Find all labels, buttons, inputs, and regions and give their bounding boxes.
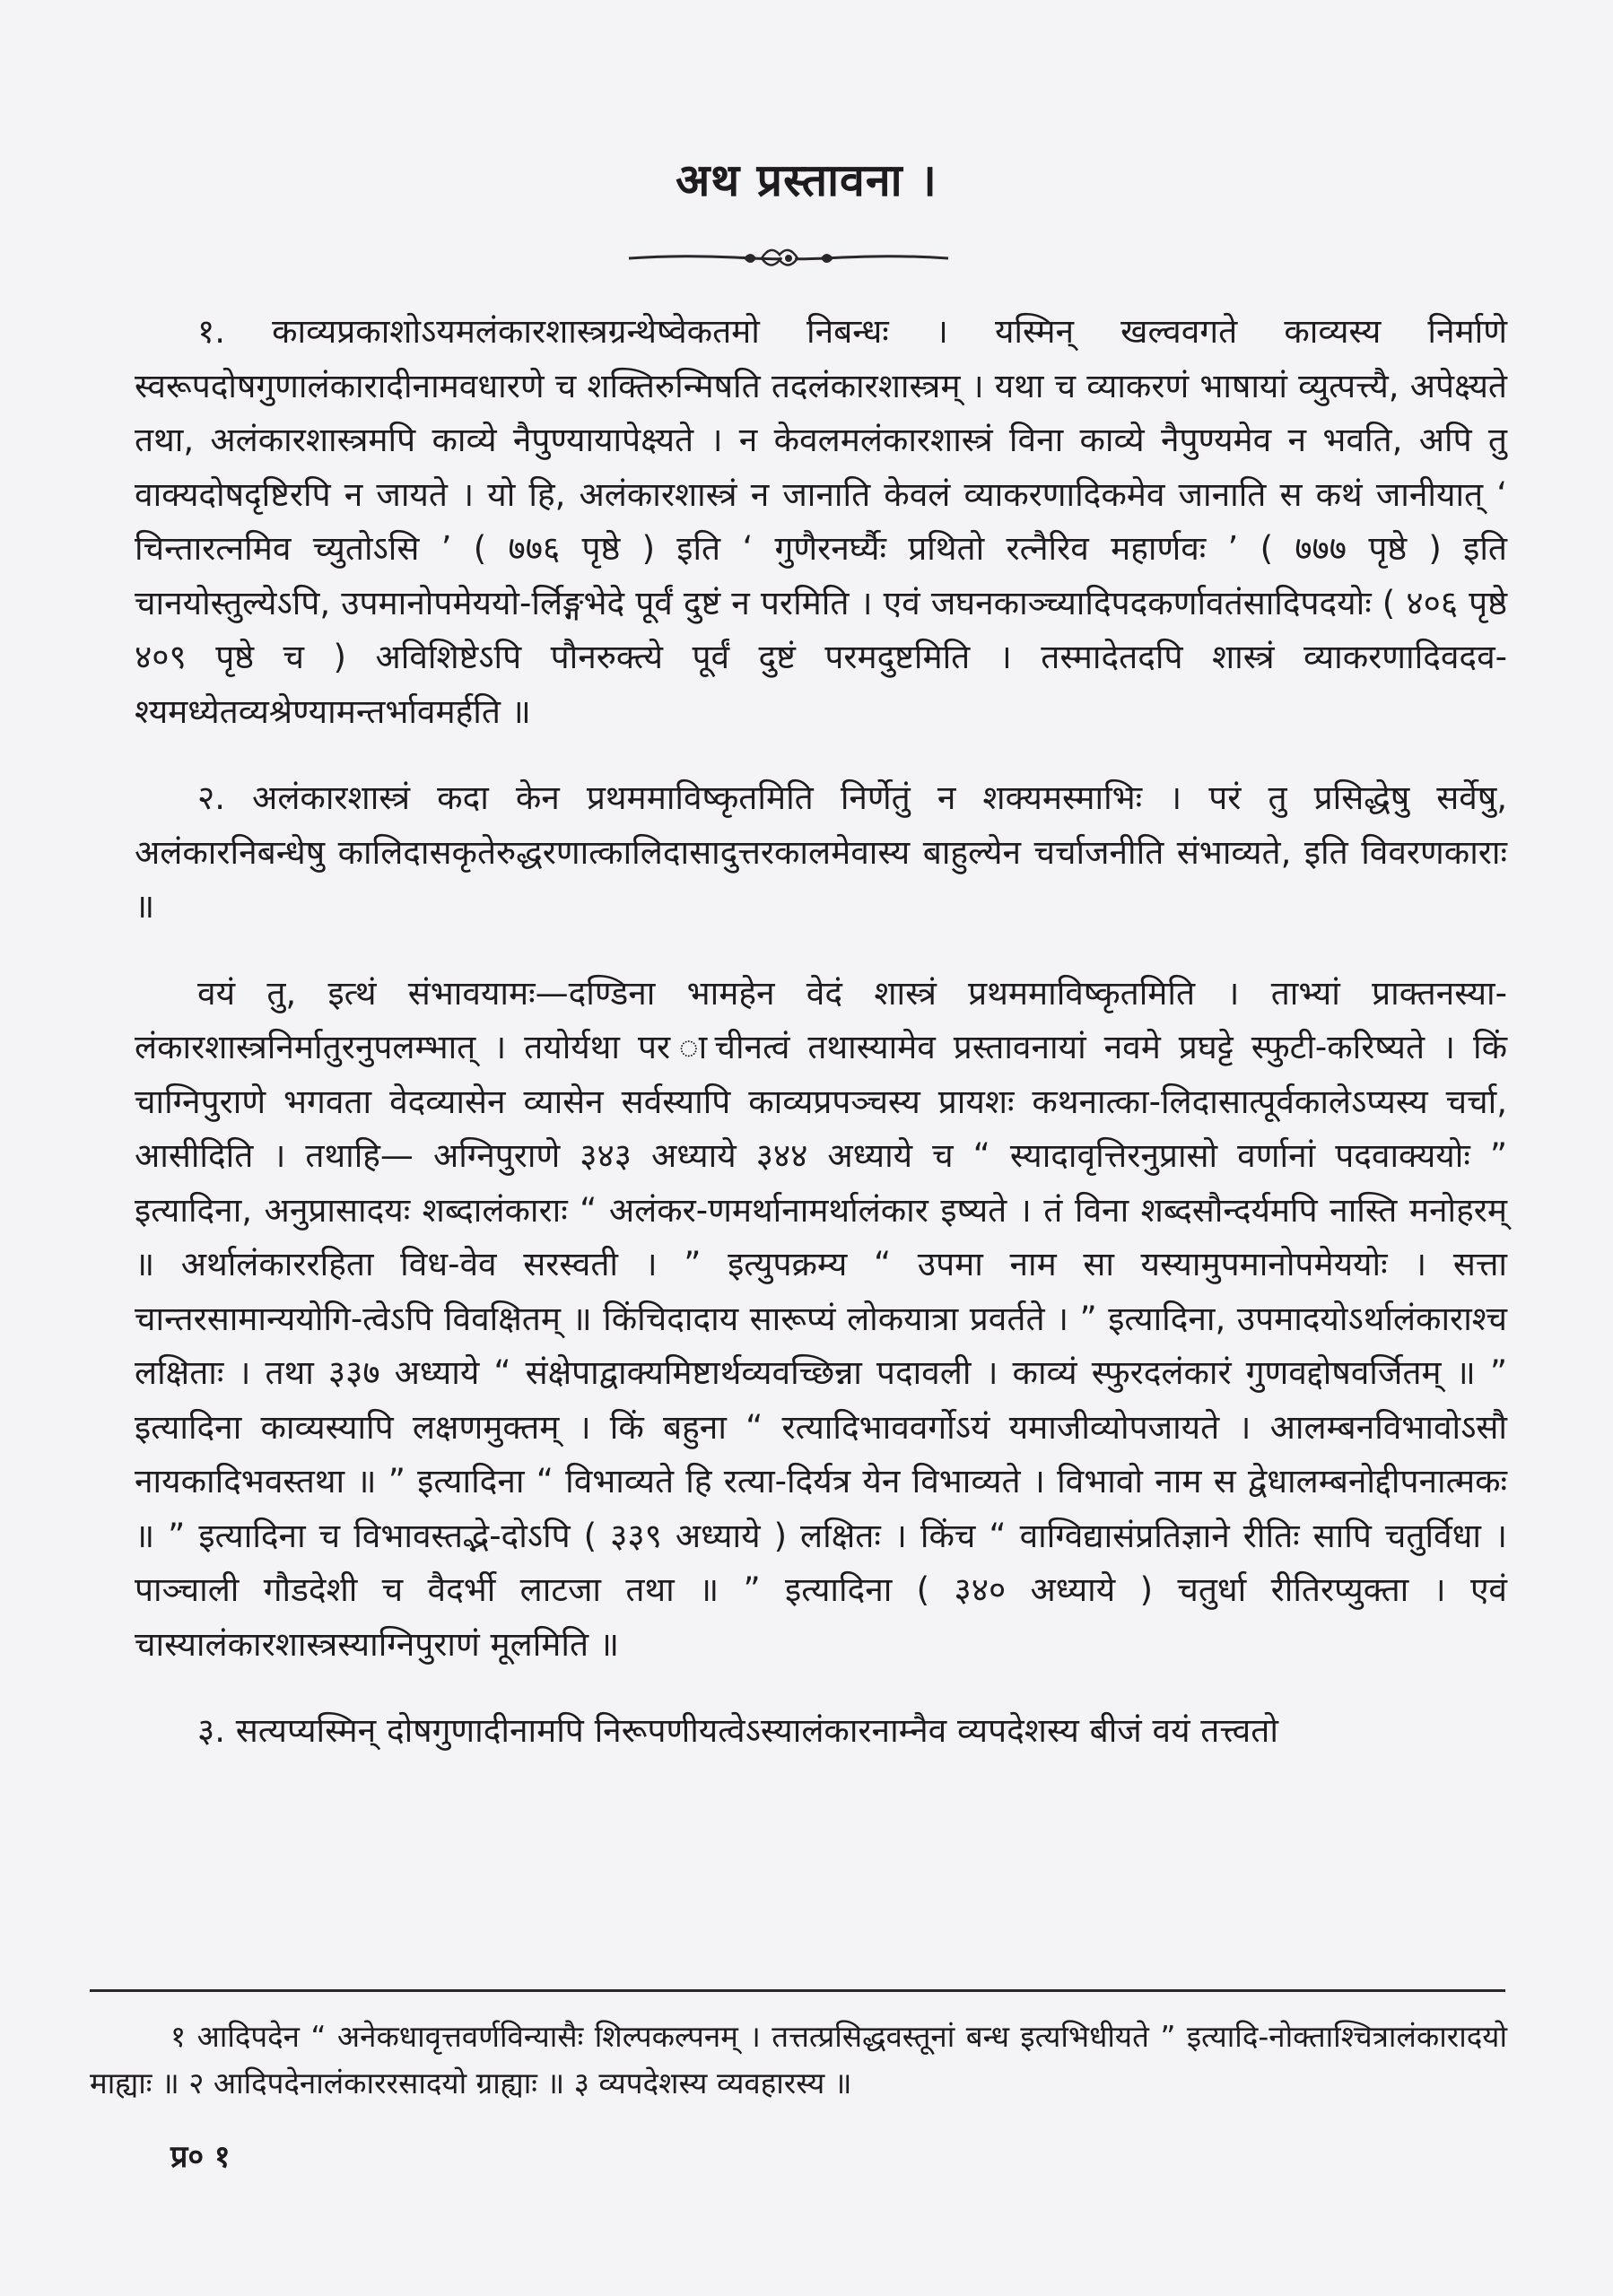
paragraph-2: २. अलंकारशास्त्रं कदा केन प्रथममाविष्कृतमिति निर्णेतुं न शक्यमस्माभिः । परं तु प्रसिद्धेषु सर्वेषु, अलंकारनिबन्धेषु कालिदासकृतेरुद्धरणात्कालिदासादुत्तरकालमेवास्य बाहुल्येन चर्चाजनीति संभाव्यते, इति विवरणकाराः ॥ [135,778,1507,926]
signature-mark: प्र० १ [170,2139,231,2175]
footnote-divider [90,1989,1505,1992]
ornament-divider [627,240,950,276]
footnotes [90,2013,1507,2107]
paragraph-3: वयं तु, इत्थं संभावयामः—दण्डिना भामहेन वेदं शास्त्रं प्रथममाविष्कृतमिति । ताभ्यां प्राक्तनस्या-लंकारशास्त्रनिर्मातुरनुपलम्भात् । तयोर्यथा पर ाचीनत्वं तथास्यामेव प्रस्तावनायां नवमे प्रघट्टे स्फुटी-करिष्यते । किं चाग्निपुराणे भगवता वेदव्यासेन व्यासेन सर्वस्यापि काव्यप्रपञ्चस्य प्रायशः कथनात्का-लिदासात्पूर्वकालेऽप्यस्य चर्चा, आसीदिति । तथाहि— अग्निपुराणे ३४३ अध्याये ३४४ अध्याये च “ स्यादावृत्तिरनुप्रासो वर्णानां पदवाक्ययोः ” इत्यादिना, अनुप्रासादयः शब्दालंकाराः “ अलंकर-णमर्थानामर्थालंकार इष्यते । तं विना शब्दसौन्दर्यमपि नास्ति मनोहरम् ॥ अर्थालंकाररहिता विध-वेव सरस्वती । ” इत्युपक्रम्य “ उपमा नाम सा यस्यामुपमानोपमेययोः । सत्ता चान्तरसामान्ययोगि-त्वेऽपि विवक्षितम् ॥ किंचिदादाय सारूप्यं लोकयात्रा प्रवर्तते । ” इत्यादिना, उपमादयोऽर्थालंकाराश्च लक्षिताः । तथा ३३७ अध्याये “ संक्षेपाद्वाक्यमिष्टार्थव्यवच्छिन्ना पदावली । काव्यं स्फुरदलंकारं गुणवद्दोषवर्जितम् ॥ ” इत्यादिना काव्यस्यापि लक्षणमुक्तम् । किं बहुना “ रत्यादिभाववर्गोऽयं यमाजीव्योपजायते । आलम्बनविभावोऽसौ नायकादिभवस्तथा ॥ ” इत्यादिना “ विभाव्यते हि रत्या-दिर्यत्र येन विभाव्यते । विभावो नाम स द्वेधालम्बनोद्दीपनात्मकः ॥ ” इत्यादिना च विभावस्तद्भे-दोऽपि ( ३३९ अध्याये ) लक्षितः । किंच “ वाग्विद्यासंप्रतिज्ञाने रीतिः सापि चतुर्विधा । पाञ्चाली गौडदेशी च वैदर्भी लाटजा तथा ॥ ” इत्यादिना ( ३४० अध्याये ) चतुर्धा रीतिरप्युक्ता । एवं चास्यालंकारशास्त्रस्याग्निपुराणं मूलमिति ॥ [135,973,1507,1664]
paragraph-1: १. काव्यप्रकाशोऽयमलंकारशास्त्रग्रन्थेष्वेकतमो निबन्धः । यस्मिन् खल्ववगते काव्यस्य निर्माणे स्वरूपदोषगुणालंकारादीनामवधारणे च शक्तिरुन्मिषति तदलंकारशास्त्रम् । यथा च व्याकरणं भाषायां व्युत्पत्त्यै, अपेक्ष्यते तथा, अलंकारशास्त्रमपि काव्ये नैपुण्यायापेक्ष्यते । न केवलमलंकारशास्त्रं विना काव्ये नैपुण्यमेव न भवति, अपि तु वाक्यदोषदृष्टिरपि न जायते । यो हि, अलंकारशास्त्रं न जानाति केवलं व्याकरणादिकमेव जानाति स कथं जानीयात् ‘ चिन्तारत्नमिव च्युतोऽसि ’ ( ७७६ पृष्ठे ) इति ‘ गुणैरनर्घ्यैः प्रथितो रत्नैरिव महार्णवः ’ ( ७७७ पृष्ठे ) इति चानयोस्तुल्येऽपि, उपमानोपमेययो-र्लिङ्गभेदे पूर्वं दुष्टं न परमिति । एवं जघनकाञ्च्यादिपदकर्णावतंसादिपदयोः ( ४०६ पृष्ठे ४०९ पृष्ठे च ) अविशिष्टेऽपि पौनरुक्त्ये पूर्वं दुष्टं परमदुष्टमिति । तस्मादेतदपि शास्त्रं व्याकरणादिवदव-श्यमध्येतव्यश्रेण्यामन्तर्भावमर्हति ॥ [135,312,1507,731]
paragraph-4: ३. सत्यप्यस्मिन् दोषगुणादीनामपि निरूपणीयत्वेऽस्यालंकारनाम्नैव व्यपदेशस्य बीजं वयं तत्त्वतो [197,1711,1278,1750]
footnote-text: १ आदिपदेन “ अनेकधावृत्तवर्णविन्यासैः शिल्पकल्पनम् । तत्तत्प्रसिद्धवस्तूनां बन्ध इत्यभिधीयते ” इत्यादि-नोक्ताश्चित्रालंकारादयो माह्याः ॥ २ आदिपदेनालंकाररसादयो ग्राह्याः ॥ ३ व्यपदेशस्य व्यवहारस्य ॥ [90,2019,1507,2100]
page-title: अथ प्रस्तावना । [676,154,937,206]
body-text [135,305,1507,1759]
